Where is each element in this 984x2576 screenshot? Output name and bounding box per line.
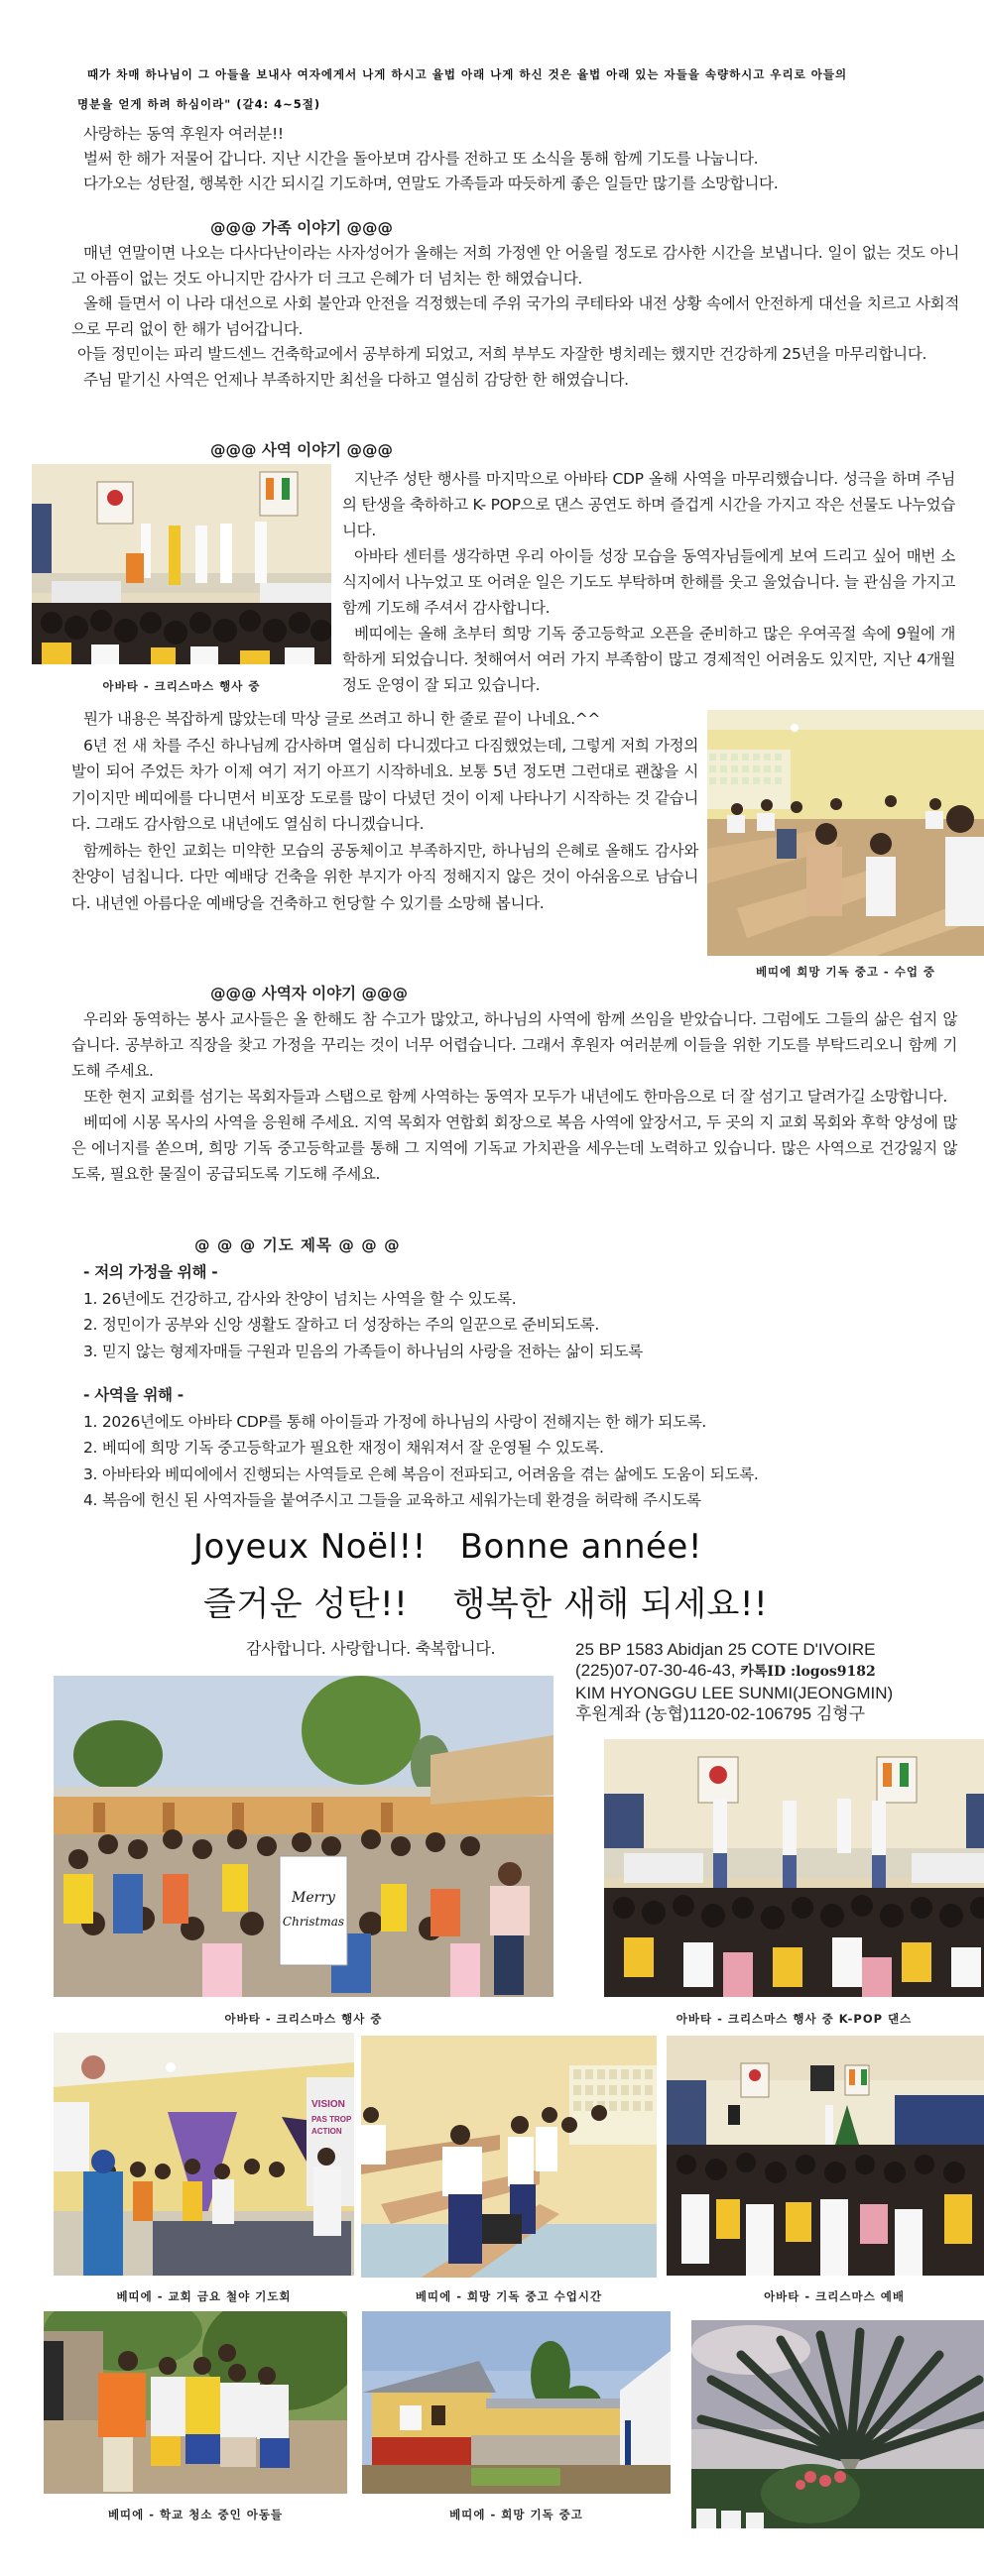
- greeting: [83, 122, 976, 196]
- prayer-item: 2. 베띠에 희망 기독 중고등학교가 필요한 재정이 채워져서 잘 운영될 수 있도록.: [83, 1439, 604, 1457]
- gallery-caption: 아바타 - 크리스마스 행사 중: [224, 2012, 383, 2026]
- ministers-heading: @@@ 사역자 이야기 @@@: [210, 985, 409, 1002]
- prayer-item: 1. 2026년에도 아바타 CDP를 통해 아이들과 가정에 하나님의 사랑이 전해지는 한 해가 되도록.: [83, 1412, 707, 1431]
- gallery-caption: 아바타 - 크리스마스 행사 중 K-POP 댄스: [676, 2012, 913, 2026]
- greeting-line-1: 벌써 한 해가 저물어 갑니다. 지난 시간을 돌아보며 감사를 전하고 또 소식을 통해 함께 기도를 나눕니다.: [83, 150, 759, 168]
- gallery-photo-prayer-meeting: [54, 2033, 354, 2276]
- prayer-item: 3. 믿지 않는 형제자매들 구원과 믿음의 가족들이 하나님의 사랑을 전하는 삶이 되도록: [83, 1342, 643, 1360]
- photo-christmas-event-image: [32, 464, 331, 664]
- svg-text:Christmas: Christmas: [282, 1915, 345, 1929]
- gallery-photo-class-time-image: [361, 2036, 657, 2278]
- photo-classroom-caption: 베띠에 희망 기독 중고 - 수업 중: [755, 965, 936, 979]
- verse-line-1: 때가 차매 하나님이 그 아들을 보내사 여자에게서 나게 하시고 율법 아래 나게 하신 것은 율법 아래 있는 자들을 속량하시고 우리로 아들의: [87, 67, 848, 81]
- merry-christmas-sign: Merry: [292, 1890, 335, 1906]
- contact-names: KIM HYONGGU LEE SUNMI(JEONGMIN): [575, 1684, 894, 1702]
- verse-line-2: 명분을 얻게 하려 하심이라" (갈4: 4~5절): [77, 97, 321, 111]
- contact-account: 후원계좌 (농협)1120-02-106795 김형구: [575, 1704, 866, 1723]
- greeting-korean: 즐거운 성탄!! 행복한 새해 되세요!!: [203, 1584, 769, 1624]
- gallery-photo-kpop-dance: [604, 1739, 984, 1997]
- gallery-photo-outdoor-group: [54, 1676, 554, 1997]
- gallery-photo-travellers-palm-image: [691, 2320, 984, 2528]
- photo-christmas-event: [32, 464, 331, 664]
- prayer-section: [83, 1259, 956, 1514]
- ministry-paragraph: 뭔가 내용은 복잡하게 많았는데 막상 글로 쓰려고 하니 한 줄로 끝이 나네요.^^: [83, 710, 601, 728]
- gallery-photo-class-time: [361, 2036, 657, 2278]
- contact-phone: (225)07-07-30-46-43,: [575, 1661, 736, 1680]
- gallery-photo-boys-cleaning-image: [44, 2311, 347, 2494]
- bible-verse: [77, 59, 956, 119]
- photo-classroom: [707, 710, 984, 956]
- prayer-item: 4. 복음에 헌신 된 사역자들을 붙여주시고 그들을 교육하고 세워가는데 환경을 허락해 주시도록: [83, 1491, 701, 1509]
- contact-block: [575, 1639, 984, 1724]
- contact-address: 25 BP 1583 Abidjan 25 COTE D'IVOIRE: [575, 1640, 876, 1659]
- ministers-paragraph: 우리와 동역하는 봉사 교사들은 올 한해도 참 수고가 많았고, 하나님의 사역에 함께 쓰임을 받았습니다. 그럼에도 그들의 삶은 쉽지 않습니다. 공부하고 직장을 찾고 가정을 꾸리는 것이 너무 어렵습니다. 그래서 후원자 여러분께 이들을 위한 기도를 부탁드리오니 함께 기도해 주세요.: [71, 1010, 957, 1080]
- gallery-photo-christmas-service-image: [667, 2036, 984, 2276]
- prayer-item: 1. 26년에도 건강하고, 감사와 찬양이 넘치는 사역을 할 수 있도록.: [83, 1289, 517, 1308]
- prayer-ministry-title: - 사역을 위해 -: [83, 1386, 184, 1404]
- family-paragraph: 매년 연말이면 나오는 다사다난이라는 사자성어가 올해는 저희 가정엔 안 어울릴 정도로 감사한 시간을 보냅니다. 일이 없는 것도 아니고 아픔이 없는 것도 아니지만 감사가 더 크고 은혜가 더 넘치는 한 해였습니다.: [71, 244, 959, 288]
- prayer-item: 2. 정민이가 공부와 신앙 생활도 잘하고 더 성장하는 주의 일꾼으로 준비되도록.: [83, 1316, 599, 1334]
- gallery-photo-school-building: [362, 2311, 671, 2494]
- ministers-section: [71, 1006, 957, 1187]
- gallery-caption: 아바타 - 크리스마스 예배: [764, 2289, 905, 2303]
- contact-phone-line: [575, 1660, 984, 1683]
- ministers-paragraph: 또한 현지 교회를 섬기는 목회자들과 스탭으로 함께 사역하는 동역자 모두가 내년에도 한마음으로 더 잘 섬기고 달려가길 소망합니다.: [83, 1088, 948, 1106]
- family-section: [71, 241, 959, 393]
- ministry-text-right: [342, 466, 955, 698]
- prayer-family-list: [83, 1286, 956, 1365]
- gallery-photo-prayer-meeting-image: [54, 2033, 354, 2276]
- gallery-photo-travellers-palm: [691, 2320, 984, 2528]
- ministry-text-left: [71, 706, 698, 916]
- ministry-paragraph: 아바타 센터를 생각하면 우리 아이들 성장 모습을 동역자님들에게 보여 드리고 싶어 매번 소식지에서 나누었고 또 어려운 일은 기도도 부탁하며 한해를 웃고 울었습니다. 늘 관심을 가지고 함께 기도해 주셔서 감사합니다.: [342, 547, 955, 617]
- vision-banner-text: VISION: [311, 2099, 345, 2110]
- svg-text:ACTION: ACTION: [311, 2127, 342, 2136]
- family-paragraph: 올해 들면서 이 나라 대선으로 사회 불안과 안전을 걱정했는데 주위 국가의 쿠테타와 내전 상황 속에서 안전하게 대선을 치르고 사회적으로 무리 없이 한 해가 넘어갑니다.: [71, 294, 959, 338]
- svg-text:PAS TROP: PAS TROP: [311, 2115, 352, 2124]
- prayer-item: 3. 아바타와 베띠에에서 진행되는 사역들로 은혜 복음이 전파되고, 어려움을 겪는 삶에도 도움이 되도록.: [83, 1464, 759, 1483]
- ministry-heading: @@@ 사역 이야기 @@@: [210, 441, 394, 459]
- family-paragraph: 아들 정민이는 파리 발드센느 건축학교에서 공부하게 되었고, 저희 부부도 자잘한 병치레는 했지만 건강하게 25년을 마무리합니다.: [77, 345, 927, 363]
- photo-christmas-event-caption: 아바타 - 크리스마스 행사 중: [102, 679, 261, 693]
- ministers-paragraph: 베띠에 시몽 목사의 사역을 응원해 주세요. 지역 목회자 연합회 회장으로 복음 사역에 앞장서고, 두 곳의 지 교회 목회와 후학 양성에 많은 에너지를 쏟으며, 희망 기독 중고등학교를 통해 그 지역에 기독교 가치관을 세우는데 노력하고 있습니다. 많은 사역으로 건강잃지 않도록, 필요한 물질이 공급되도록 기도해 주세요.: [71, 1113, 957, 1183]
- ministry-paragraph: 베띠에는 올해 초부터 희망 기독 중고등학교 오픈을 준비하고 많은 우여곡절 속에 9월에 개학하게 되었습니다. 첫해여서 여러 가지 부족함이 많고 경제적인 어려움도 있지만, 지난 4개월 정도 운영이 잘 되고 있습니다.: [342, 625, 955, 694]
- prayer-family-title: - 저의 가정을 위해 -: [83, 1263, 218, 1281]
- gallery-photo-kpop-dance-image: [604, 1739, 984, 1997]
- ministry-paragraph: 함께하는 한인 교회는 미약한 모습의 공동체이고 부족하지만, 하나님의 은혜로 올해도 감사와 찬양이 넘칩니다. 다만 예배당 건축을 위한 부지가 아직 정해지지 않은 것이 아쉬움으로 남습니다. 내년엔 아름다운 예배당을 건축하고 헌당할 수 있기를 소망해 봅니다.: [71, 841, 698, 912]
- gallery-photo-boys-cleaning: [44, 2311, 347, 2494]
- family-paragraph: 주님 맡기신 사역은 언제나 부족하지만 최선을 다하고 열심히 감당한 한 해였습니다.: [83, 370, 629, 389]
- ministry-paragraph: 지난주 성탄 행사를 마지막으로 아바타 CDP 올해 사역을 마무리했습니다. 성극을 하며 주님의 탄생을 축하하고 K- POP으로 댄스 공연도 하며 즐겁게 시간을 가지고 작은 선물도 나누었습니다.: [342, 470, 955, 539]
- photo-classroom-image: [707, 710, 984, 956]
- contact-kakao-id: 카톡ID :logos9182: [740, 1664, 876, 1680]
- thanks-line: 감사합니다. 사랑합니다. 축복합니다.: [246, 1639, 496, 1658]
- prayer-heading: @ @ @ 기도 제목 @ @ @: [194, 1236, 401, 1254]
- salutation: 사랑하는 동역 후원자 여러분!!: [83, 125, 284, 143]
- prayer-ministry-list: [83, 1409, 956, 1514]
- gallery-photo-school-building-image: [362, 2311, 671, 2494]
- gallery-caption: 베띠에 - 교회 금요 철야 기도회: [116, 2289, 292, 2303]
- gallery-caption: 베띠에 - 희망 기독 중고 수업시간: [415, 2289, 603, 2303]
- greeting-line-2: 다가오는 성탄절, 행복한 시간 되시길 기도하며, 연말도 가족들과 따듯하게 좋은 일들만 많기를 소망합니다.: [83, 175, 779, 192]
- gallery-caption: 베띠에 - 희망 기독 중고: [449, 2508, 583, 2521]
- gallery-caption: 베띠에 - 학교 청소 중인 아동들: [107, 2508, 284, 2521]
- ministry-paragraph: 6년 전 새 차를 주신 하나님께 감사하며 열심히 다니겠다고 다짐했었는데, 그렇게 저희 가정의 발이 되어 주었든 차가 이제 여기 저기 아프기 시작하네요. 보통 5년 정도면 그런대로 괜찮을 시기이지만 베띠에를 다니면서 비포장 도로를 많이 다녔던 것이 이제 나타나기 시작하는 것 같습니다. 그래도 감사함으로 내년에도 열심히 다니겠습니다.: [71, 736, 698, 833]
- greeting-french: Joyeux Noël!! Bonne année!: [193, 1527, 702, 1567]
- family-heading: @@@ 가족 이야기 @@@: [210, 219, 394, 237]
- gallery-photo-outdoor-group-image: [54, 1676, 554, 1997]
- gallery-photo-christmas-service: [667, 2036, 984, 2276]
